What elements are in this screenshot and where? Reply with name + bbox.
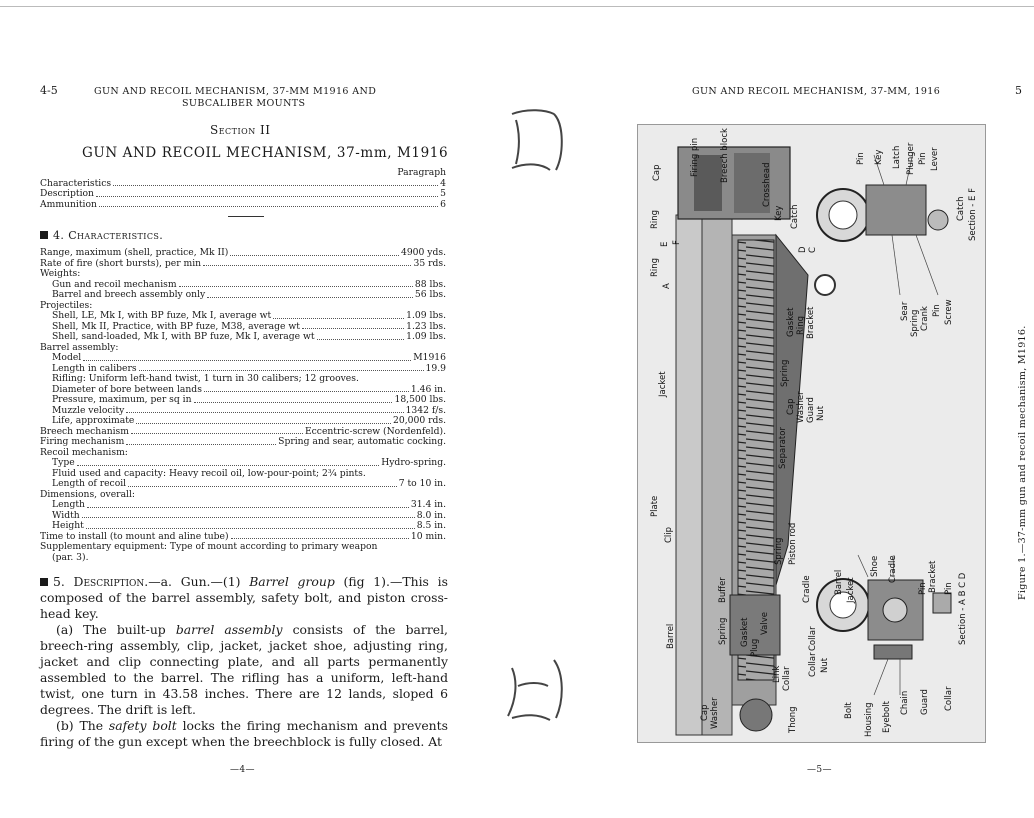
label-spring3: Spring <box>718 617 728 645</box>
characteristic-row <box>40 374 446 385</box>
label-link: Link <box>772 665 782 683</box>
row-value: 10 min. <box>410 530 446 542</box>
row-label: Ammunition <box>40 198 97 210</box>
row-value: Spring and sear, automatic cocking. <box>278 436 446 447</box>
row-label: Barrel assembly: <box>40 341 119 353</box>
leader-dots <box>179 286 413 287</box>
label-key-top: Key <box>874 149 884 165</box>
label-collar3: Collar <box>808 652 818 677</box>
leader-dots <box>86 528 415 529</box>
leader-dots <box>126 444 276 445</box>
characteristic-row <box>40 259 446 270</box>
row-label: Gun and recoil mechanism <box>52 278 177 290</box>
leader-dots <box>139 370 424 371</box>
row-value: 4900 yds. <box>400 247 446 258</box>
leader-dots <box>82 517 415 518</box>
description-text <box>40 574 448 750</box>
leader-dots <box>194 402 393 403</box>
row-value: 8.5 in. <box>416 520 446 531</box>
characteristic-row <box>40 511 446 522</box>
label-clip: Clip <box>664 526 674 543</box>
row-label: Time to install (to mount and aline tube) <box>40 530 229 542</box>
row-label: Height <box>52 520 84 531</box>
label-latch: Latch <box>892 145 902 169</box>
characteristic-row <box>40 311 446 322</box>
row-value: 1.09 lbs. <box>406 310 446 321</box>
leader-dots <box>77 465 380 466</box>
row-value: 6 <box>440 198 446 210</box>
characteristic-row <box>40 343 446 354</box>
toc-header: Paragraph <box>397 167 446 178</box>
row-value: 1342 f/s. <box>405 404 446 416</box>
row-value: 5 <box>440 188 446 199</box>
label-jacket2: Jacket <box>846 577 856 603</box>
para4-heading: 4. Characteristics. <box>40 229 163 242</box>
bullet-square-icon <box>40 578 48 586</box>
row-label: Range, maximum (shell, practice, Mk II) <box>40 247 229 258</box>
leader-dots <box>113 185 438 186</box>
characteristics-list <box>40 248 446 563</box>
toc-row <box>40 179 446 190</box>
label-ring: Ring <box>650 257 660 277</box>
row-value: 1.09 lbs. <box>406 331 446 342</box>
label-collar4: Collar <box>944 686 954 711</box>
label-e: E <box>660 241 670 247</box>
label-pin4: Pin <box>932 304 942 317</box>
row-value: 31.4 in. <box>410 499 446 510</box>
characteristic-row <box>40 395 446 406</box>
leader-dots <box>87 507 409 508</box>
label-bracket: Bracket <box>806 306 816 339</box>
section-divider <box>228 216 264 217</box>
leader-dots <box>96 196 438 197</box>
label-barrel: Barrel <box>666 623 676 649</box>
left-running-head-1: GUN AND RECOIL MECHANISM, 37-MM M1916 AND <box>94 86 377 97</box>
leader-dots <box>126 412 403 413</box>
label-jacket: Jacket <box>658 371 668 397</box>
label-housing: Housing <box>864 702 874 737</box>
label-a: A <box>662 283 672 289</box>
label-shoe: Shoe <box>870 555 880 577</box>
row-label: Model <box>52 352 82 363</box>
characteristic-row <box>40 458 446 469</box>
label-bracket2: Bracket <box>928 560 938 593</box>
label-pin5: Pin <box>918 582 928 595</box>
characteristic-row <box>40 353 446 364</box>
row-label: Description <box>40 188 94 199</box>
characteristic-row <box>40 416 446 427</box>
toc-header-row <box>40 168 446 179</box>
label-screw: Screw <box>944 299 954 325</box>
row-label: Barrel and breech assembly only <box>52 289 206 300</box>
right-page-number: 5 <box>1015 84 1022 97</box>
table-of-contents <box>40 168 446 210</box>
row-label: Characteristics <box>40 177 112 189</box>
characteristic-row <box>40 437 446 448</box>
label-cap: Cap <box>652 164 662 181</box>
characteristic-row <box>40 490 446 501</box>
row-label: Rifling: Uniform left-hand twist, 1 turn in 30 calibers; 12 grooves. <box>52 373 359 384</box>
label-chain: Chain <box>900 690 910 715</box>
label-catch-top: Catch <box>956 196 966 221</box>
label-c: C <box>808 247 818 253</box>
row-label: Muzzle velocity <box>52 404 125 416</box>
left-page-number: 4-5 <box>40 84 58 97</box>
label-pin-top2: Pin <box>918 152 928 165</box>
leader-dots <box>317 339 405 340</box>
characteristic-row <box>40 248 446 259</box>
characteristic-row <box>40 269 446 280</box>
toc-row <box>40 200 446 211</box>
row-value: 7 to 10 in. <box>398 478 446 489</box>
row-label: Shell, LE, Mk I, with BP fuze, Mk I, average wt <box>52 310 272 321</box>
characteristic-row <box>40 500 446 511</box>
characteristic-row <box>40 521 446 532</box>
label-spring2: Spring <box>774 537 784 565</box>
characteristic-row <box>40 542 446 553</box>
row-value: 20,000 rds. <box>393 415 446 426</box>
row-value: 1.46 in. <box>410 383 446 395</box>
row-value: 1.23 lbs. <box>406 320 446 332</box>
label-cradle2: Cradle <box>888 555 898 583</box>
label-barrel2: Barrel <box>834 569 844 595</box>
right-running-head: GUN AND RECOIL MECHANISM, 37-MM, 1916 <box>692 86 941 97</box>
label-guard2: Guard <box>920 689 930 715</box>
label-collar: Collar <box>808 626 818 651</box>
label-sear: Sear <box>900 301 910 321</box>
row-value: 19.9 <box>425 362 446 374</box>
left-folio: —4— <box>230 765 255 775</box>
label-gasket2: Gasket <box>740 617 750 647</box>
row-value: 56 lbs. <box>414 289 446 300</box>
label-pin-top: Pin <box>856 152 866 165</box>
toc-row <box>40 189 446 200</box>
label-valve: Valve <box>760 612 770 635</box>
leader-dots <box>136 423 391 424</box>
row-label: Rate of fire (short bursts), per min <box>40 257 202 269</box>
leader-dots <box>302 328 404 329</box>
label-guard: Guard <box>806 397 816 423</box>
label-cap3: Cap <box>700 704 710 721</box>
gun-diagram-figure <box>637 124 986 743</box>
para-b: (b) The safety bolt locks the firing mechanism and prevents firing of the gun except when the breechblock is fully closed. At <box>40 718 448 749</box>
row-value: 35 rds. <box>413 257 446 269</box>
label-nut2: Nut <box>820 657 830 673</box>
row-value: Hydro-spring. <box>381 457 446 468</box>
label-key: Key <box>774 205 784 221</box>
label-plug: Plug <box>750 638 760 657</box>
label-eyebolt: Eyebolt <box>882 701 892 733</box>
label-cap2: Cap <box>786 398 796 415</box>
row-label: Shell, Mk II, Practice, with BP fuze, M38, average wt <box>52 320 300 332</box>
row-value: 8.0 in. <box>416 509 446 521</box>
bullet-square-icon <box>40 231 48 239</box>
para-a: (a) The built-up barrel assembly consists of the barrel, breech-ring assembly, clip, jacket, jacket shoe, adjusting ring, jacket and clip connecting plate, and all parts permanently assembled to the barrel. The rifling has a uniform, left-hand twist, one turn in 43.58 inches. There are 12 lands, sloped 6 degrees. The drift is left. <box>40 622 448 717</box>
row-label: Width <box>52 509 80 521</box>
row-label: Type <box>52 457 75 468</box>
label-crank: Crank <box>920 306 930 331</box>
label-collar2: Collar <box>782 666 792 691</box>
row-value: 18,500 lbs. <box>394 394 446 405</box>
label-section-abcd: Section - A B C D <box>958 572 968 645</box>
label-crosshead: Crosshead <box>762 162 772 207</box>
label-lever: Lever <box>930 147 940 171</box>
row-label: Firing mechanism <box>40 436 125 447</box>
leader-dots <box>273 318 404 319</box>
leader-dots <box>131 433 303 434</box>
para5: 5. Description.—a. Gun.—(1) Barrel group (fig 1).—This is composed of the barrel assembly, safety bolt, and piston cross-head key. <box>40 574 448 621</box>
row-label: Fluid used and capacity: Heavy recoil oil, low-pour-point; 2¾ pints. <box>52 467 366 479</box>
leader-dots <box>128 486 397 487</box>
label-firing-pin: Firing pin <box>690 137 700 177</box>
label-catch: Catch <box>790 204 800 229</box>
label-bolt: Bolt <box>844 702 854 719</box>
section-title: GUN AND RECOIL MECHANISM, 37-mm, M1916 <box>82 145 449 161</box>
characteristic-row <box>40 479 446 490</box>
label-plunger: Plunger <box>906 142 916 175</box>
row-value: 4 <box>440 177 446 189</box>
row-label: Shell, sand-loaded, Mk I, with BP fuze, Mk I, average wt <box>52 331 315 342</box>
label-gasket: Gasket <box>786 307 796 337</box>
label-f: F <box>672 240 682 245</box>
label-d: D <box>798 246 808 253</box>
label-section-ef: Section - E F <box>968 187 978 241</box>
right-folio: —5— <box>807 765 832 775</box>
row-label: Recoil mechanism: <box>40 446 128 458</box>
label-nut: Nut <box>816 405 826 421</box>
label-washer2: Washer <box>710 697 720 729</box>
characteristic-row <box>40 553 446 564</box>
leader-dots <box>231 538 409 539</box>
label-pin6: Pin <box>944 582 954 595</box>
left-page <box>0 0 505 818</box>
row-label: Length in calibers <box>52 362 137 374</box>
label-buffer: Buffer <box>718 577 728 603</box>
left-running-head-2: SUBCALIBER MOUNTS <box>182 98 306 109</box>
figure-caption: Figure 1.—37-mm gun and recoil mechanism, M1916. <box>1017 325 1028 600</box>
row-label: Pressure, maximum, per sq in <box>52 394 192 405</box>
leader-dots <box>207 297 413 298</box>
row-label: Length of recoil <box>52 478 127 489</box>
row-label: Breech mechanism <box>40 425 129 437</box>
label-spring: Spring <box>780 359 790 387</box>
label-ring-b: Ring <box>796 315 806 335</box>
leader-dots <box>230 255 399 256</box>
row-value: 88 lbs. <box>414 278 446 290</box>
row-label: Life, approximate <box>52 415 135 426</box>
characteristic-row <box>40 290 446 301</box>
row-label: Supplementary equipment: Type of mount according to primary weapon <box>40 541 378 552</box>
label-ring-top: Ring <box>650 209 660 229</box>
row-label: Diameter of bore between lands <box>52 383 202 395</box>
label-plate: Plate <box>650 495 660 517</box>
label-thong: Thong <box>788 706 798 733</box>
label-spring4: Spring <box>910 309 920 337</box>
row-label: Weights: <box>40 268 81 279</box>
section-label: Section II <box>210 123 271 137</box>
leader-dots <box>99 206 438 207</box>
label-separator: Separator <box>778 427 788 469</box>
row-value: M1916 <box>413 352 446 363</box>
row-label: (par. 3). <box>52 551 89 563</box>
label-washer: Washer <box>796 391 806 423</box>
row-label: Dimensions, overall: <box>40 488 136 500</box>
characteristic-row <box>40 332 446 343</box>
row-value: Eccentric-screw (Nordenfeld). <box>304 425 446 437</box>
leader-dots <box>204 391 409 392</box>
label-breech-block: Breech block <box>720 128 730 183</box>
row-label: Length <box>52 499 85 510</box>
leader-dots <box>203 265 411 266</box>
label-piston-rod: Piston rod <box>788 522 798 565</box>
row-label: Projectiles: <box>40 299 93 311</box>
leader-dots <box>83 360 411 361</box>
label-cradle: Cradle <box>802 575 812 603</box>
